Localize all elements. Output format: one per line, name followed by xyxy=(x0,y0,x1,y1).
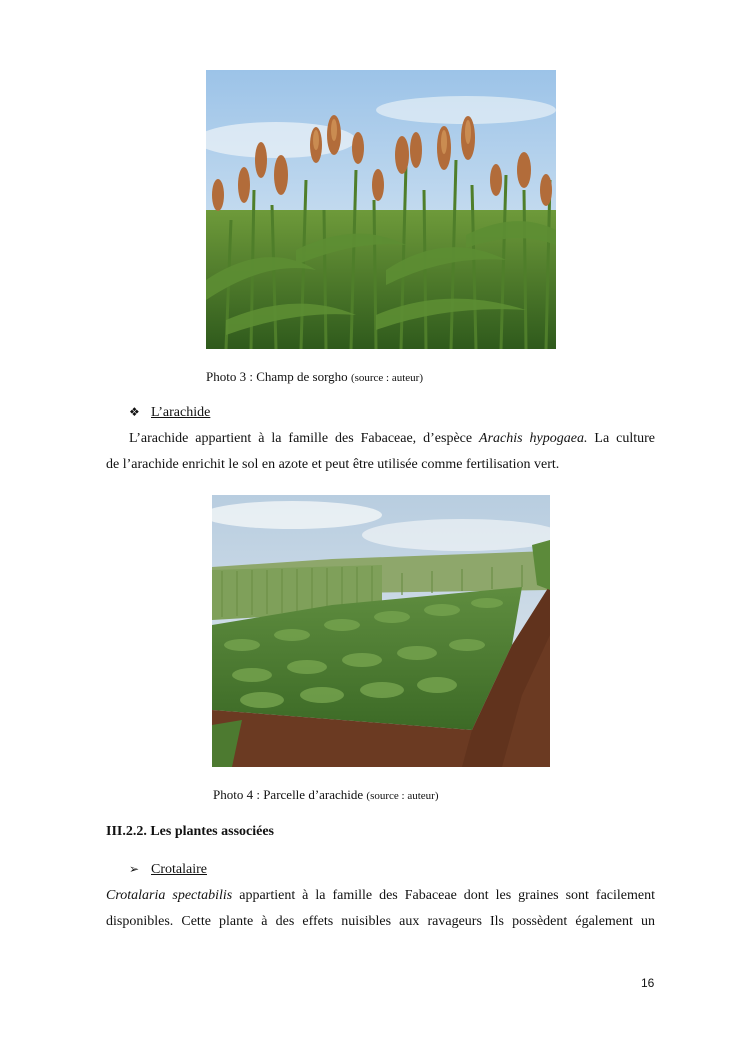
diamond-bullet-icon: ❖ xyxy=(129,405,140,419)
arrow-bullet-icon: ➢ xyxy=(129,862,140,876)
arachide-text-b: La culture xyxy=(587,431,655,446)
photo3-caption xyxy=(206,369,423,385)
crotalaire-paragraph xyxy=(106,883,655,935)
crotalaire-text-a: appartient à la famille des Fabaceae dont les graines sont facilement xyxy=(232,888,655,903)
arachide-paragraph-line1 xyxy=(106,426,655,452)
arachide-heading xyxy=(129,405,210,421)
photo-sorghum-field xyxy=(206,70,556,349)
page-number: 16 xyxy=(641,976,655,990)
photo4-caption xyxy=(213,787,439,803)
crotalaire-paragraph-line1 xyxy=(106,883,655,909)
arachide-paragraph xyxy=(106,426,655,478)
photo-peanut-plot xyxy=(212,495,550,767)
photo3-caption-title: Photo 3 : Champ de sorgho xyxy=(206,369,348,384)
photo4-caption-source: (source : auteur) xyxy=(366,790,439,802)
arachide-text-a: L’arachide appartient à la famille des Fabaceae, d’espèce xyxy=(129,431,480,446)
crotalaire-species-name: Crotalaria spectabilis xyxy=(106,888,233,903)
crotalaire-paragraph-line2: disponibles. Cette plante à des effets nuisibles aux ravageurs Ils possèdent également un xyxy=(106,914,655,929)
crotalaire-heading-label: Crotalaire xyxy=(151,862,207,877)
section-heading-plantes-associees: III.2.2. Les plantes associées xyxy=(106,824,275,839)
arachide-paragraph-line2: de l’arachide enrichit le sol en azote et peut être utilisée comme fertilisation vert. xyxy=(106,457,560,472)
arachide-species-name: Arachis hypogaea. xyxy=(479,431,588,446)
crotalaire-heading xyxy=(129,862,207,878)
photo4-caption-title: Photo 4 : Parcelle d’arachide xyxy=(213,787,364,802)
photo3-caption-source: (source : auteur) xyxy=(350,372,424,384)
arachide-heading-label: L’arachide xyxy=(151,405,211,420)
